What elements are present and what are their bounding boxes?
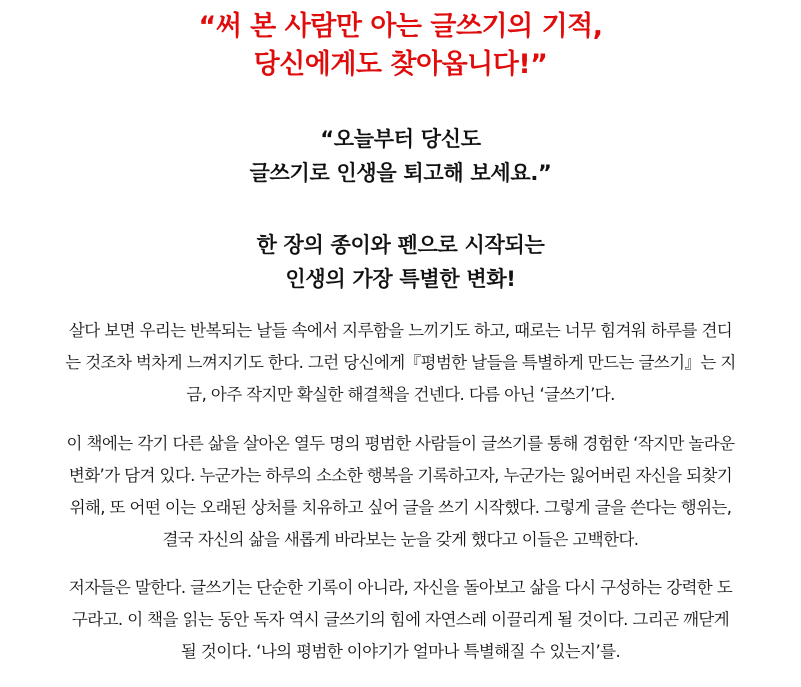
quote-line-2: 글쓰기로 인생을 퇴고해 보세요.” [249,161,552,185]
paragraph-authors [20,572,781,668]
paragraph-line: 될 것이다. ‘나의 평범한 이야기가 얼마나 특별해질 수 있는지’를. [180,642,621,661]
tagline-line-2: 인생의 가장 특별한 변화! [285,267,516,291]
paragraph-line: 살다 보면 우리는 반복되는 날들 속에서 지루함을 느끼기도 하고, 때로는 너무 힘겨워 하루를 견디 [68,321,733,340]
tagline-subhead [0,228,801,296]
paragraph-line: 구라고. 이 책을 읽는 동안 독자 역시 글쓰기의 힘에 자연스레 이끌리게 될 것이다. 그리곤 깨닫게 [71,610,730,629]
paragraph-line: 저자들은 말한다. 글쓰기는 단순한 기록이 아니라, 자신을 돌아보고 삶을 다시 구성하는 강력한 도 [68,578,733,597]
paragraph-stories [20,428,781,556]
paragraph-line: 금, 아주 작지만 확실한 해결책을 건넨다. 다름 아닌 ‘글쓰기’다. [186,385,615,404]
paragraph-intro [20,315,781,411]
paragraph-line: 는 것조차 벅차게 느껴지기도 한다. 그런 당신에게『평범한 날들을 특별하게 만드는 글쓰기』는 지 [65,353,736,372]
paragraph-line: 위해, 또 어떤 이는 오래된 상처를 치유하고 싶어 글을 쓰기 시작했다. 그렇게 글을 쓴다는 행위는, [69,498,732,517]
quote-line-1: “오늘부터 당신도 [320,127,481,151]
headline-line-2: 당신에게도 찾아옵니다!” [253,49,548,80]
paragraph-line: 결국 자신의 삶을 새롭게 바라보는 눈을 갖게 했다고 이들은 고백한다. [162,530,639,549]
paragraph-line: 이 책에는 각기 다른 삶을 살아온 열두 명의 평범한 사람들이 글쓰기를 통해 경험한 ‘작지만 놀라운 [66,434,735,453]
quote-subhead [0,122,801,190]
headline-line-1: “써 본 사람만 아는 글쓰기의 기적, [198,11,603,42]
paragraph-line: 변화’가 담겨 있다. 누군가는 하루의 소소한 행복을 기록하고자, 누군가는 잃어버린 자신을 되찾기 [68,466,733,485]
tagline-line-1: 한 장의 종이와 펜으로 시작되는 [256,233,545,257]
headline [0,8,801,84]
